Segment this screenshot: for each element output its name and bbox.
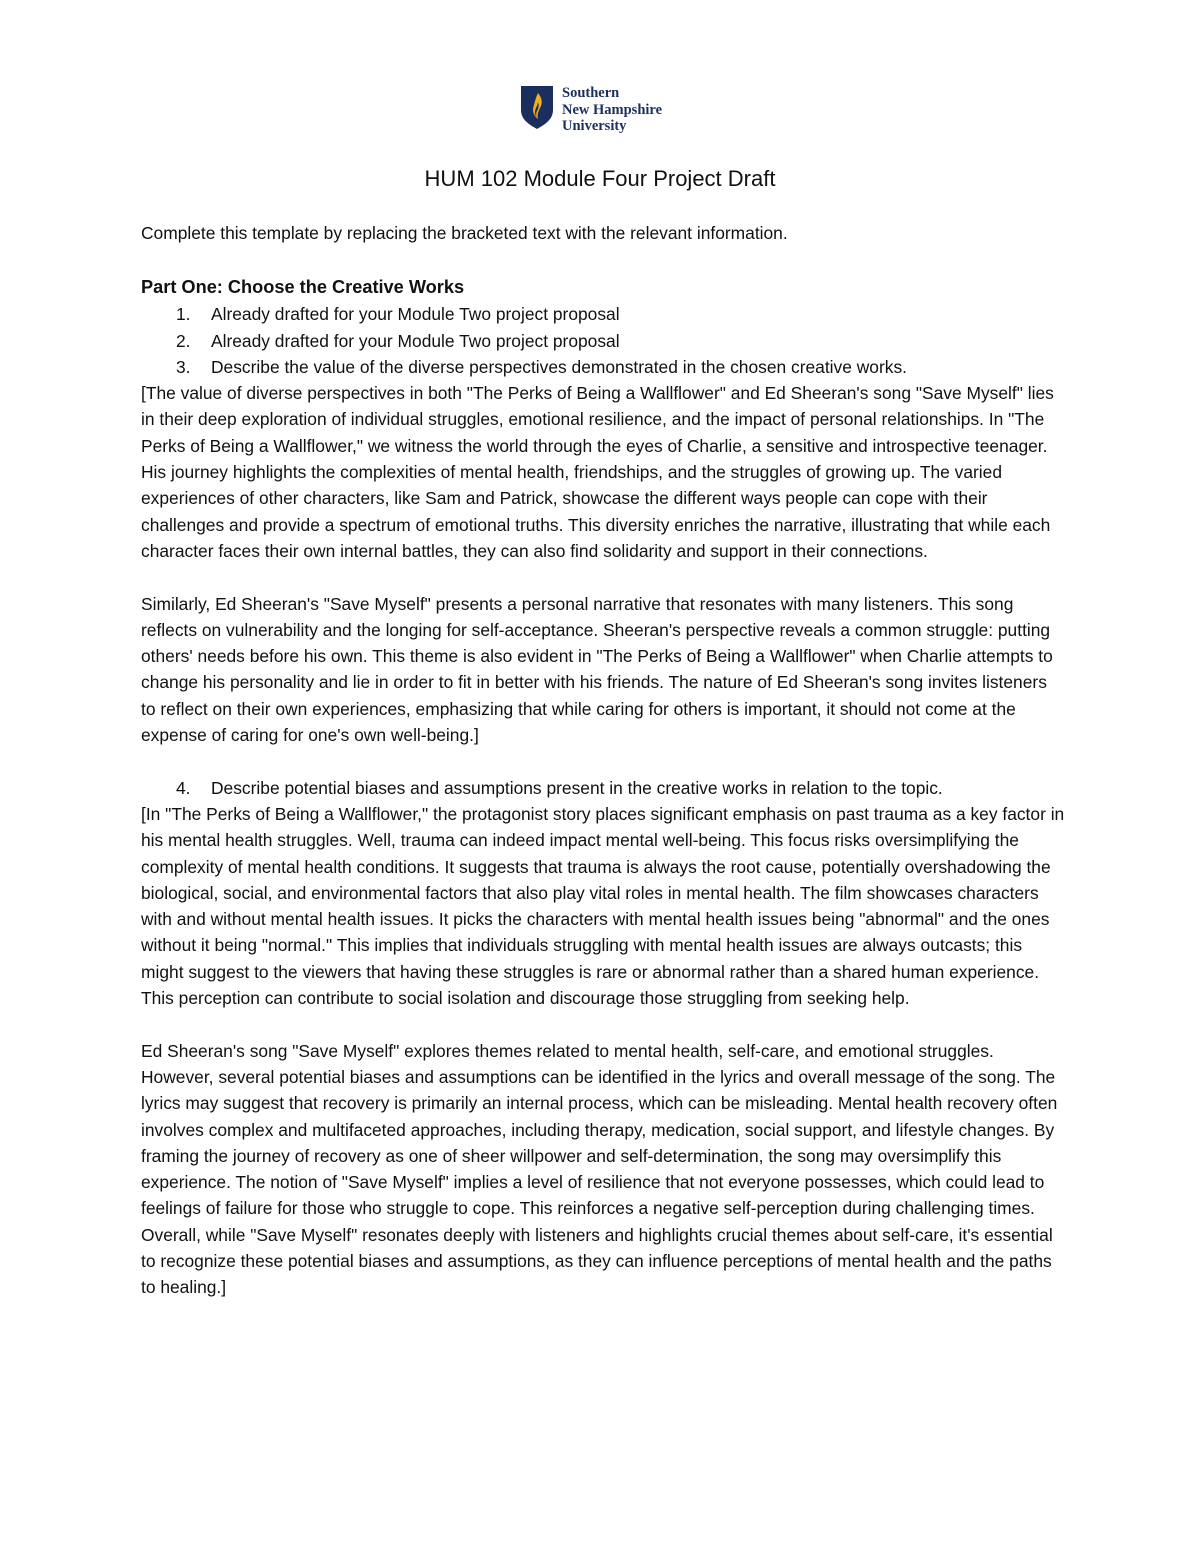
logo-wordmark [562, 85, 662, 135]
list-number: 4. [176, 777, 191, 798]
answer-3-paragraph-2: Similarly, Ed Sheeran's "Save Myself" presents a personal narrative that resonates with many listeners. This song reflects on vulnerability and the longing for self-acceptance. Sheeran's perspective reveals a common struggle: putting others' needs before his own. This theme is also evident in "The Perks of Being a Wallflower" when Charlie attempts to change his personality and lie in order to fit in better with his friends. The nature of Ed Sheeran's song invites listeners to reflect on their own experiences, emphasizing that while caring for others is important, it should not come at the expense of caring for one's own well-being.] [141, 593, 1053, 746]
document-body [141, 220, 1066, 1301]
answer-4-paragraph-1: [In "The Perks of Being a Wallflower," the protagonist story places significant emphasis on past trauma as a key factor in his mental health struggles. Well, trauma can indeed impact mental well-being. This focus risks oversimplifying the complexity of mental health conditions. It suggests that trauma is always the root cause, potentially overshadowing the biological, social, and environmental factors that also play vital roles in mental health. The film showcases characters with and without mental health issues. It picks the characters with mental health issues being "abnormal" and the ones without it being "normal." This implies that individuals struggling with mental health issues are always outcasts; this might suggest to the viewers that having these struggles is rare or abnormal rather than a shared human experience. This perception can contribute to social isolation and discourage those struggling from seeking help. [141, 803, 1065, 1009]
university-logo [520, 84, 662, 135]
list-item-2 [141, 328, 1066, 354]
paragraph-spacer [141, 564, 1066, 590]
part-one-heading: Part One: Choose the Creative Works [141, 277, 465, 298]
page-title: HUM 102 Module Four Project Draft [424, 166, 776, 191]
paragraph-spacer [141, 748, 1066, 774]
list-number: 1. [176, 304, 191, 325]
logo-line-new-hampshire: New Hampshire [562, 101, 663, 118]
paragraph-spacer [141, 1011, 1066, 1037]
logo-line-university: University [562, 118, 627, 134]
list-item-text: Describe the value of the diverse perspectives demonstrated in the chosen creative works. [211, 356, 907, 377]
list-number: 2. [176, 330, 191, 351]
list-item-4 [141, 775, 1066, 801]
answer-3-paragraph-1: [The value of diverse perspectives in both "The Perks of Being a Wallflower" and Ed Sheeran's song "Save Myself" lies in their deep exploration of individual struggles, emotional resilience, and the impact of personal relationships. In "The Perks of Being a Wallflower," we witness the world through the eyes of Charlie, a sensitive and introspective teenager. His journey highlights the complexities of mental health, friendships, and the struggles of growing up. The varied experiences of other characters, like Sam and Patrick, showcase the different ways people can cope with their challenges and provide a spectrum of emotional truths. This diversity enriches the narrative, illustrating that while each character faces their own internal battles, they can also find solidarity and support in their connections. [141, 383, 1054, 561]
list-item-text: Describe potential biases and assumptions present in the creative works in relation to the topic. [211, 777, 943, 798]
list-item-text: Already drafted for your Module Two project proposal [211, 330, 620, 351]
list-item-text: Already drafted for your Module Two project proposal [211, 304, 620, 325]
list-item-3 [141, 354, 1066, 380]
shield-flame-icon [520, 84, 554, 130]
instruction-text: Complete this template by replacing the bracketed text with the relevant information. [141, 223, 788, 243]
list-item-1 [141, 301, 1066, 327]
list-number: 3. [176, 356, 191, 377]
logo-line-southern: Southern [562, 85, 620, 101]
answer-4-paragraph-2: Ed Sheeran's song "Save Myself" explores themes related to mental health, self-care, and emotional struggles. However, several potential biases and assumptions can be identified in the lyrics and overall message of the song. The lyrics may suggest that recovery is primarily an internal process, which can be misleading. Mental health recovery often involves complex and multifaceted approaches, including therapy, medication, social support, and lifestyle changes. By framing the journey of recovery as one of sheer willpower and self-determination, the song may oversimplify this experience. The notion of "Save Myself" implies a level of resilience that not everyone possesses, which could lead to feelings of failure for those who struggle to cope. This reinforces a negative self-perception during challenging times. Overall, while "Save Myself" resonates deeply with listeners and highlights crucial themes about self-care, it's essential to recognize these potential biases and assumptions, as they can influence perceptions of mental health and the paths to healing.] [141, 1040, 1058, 1298]
